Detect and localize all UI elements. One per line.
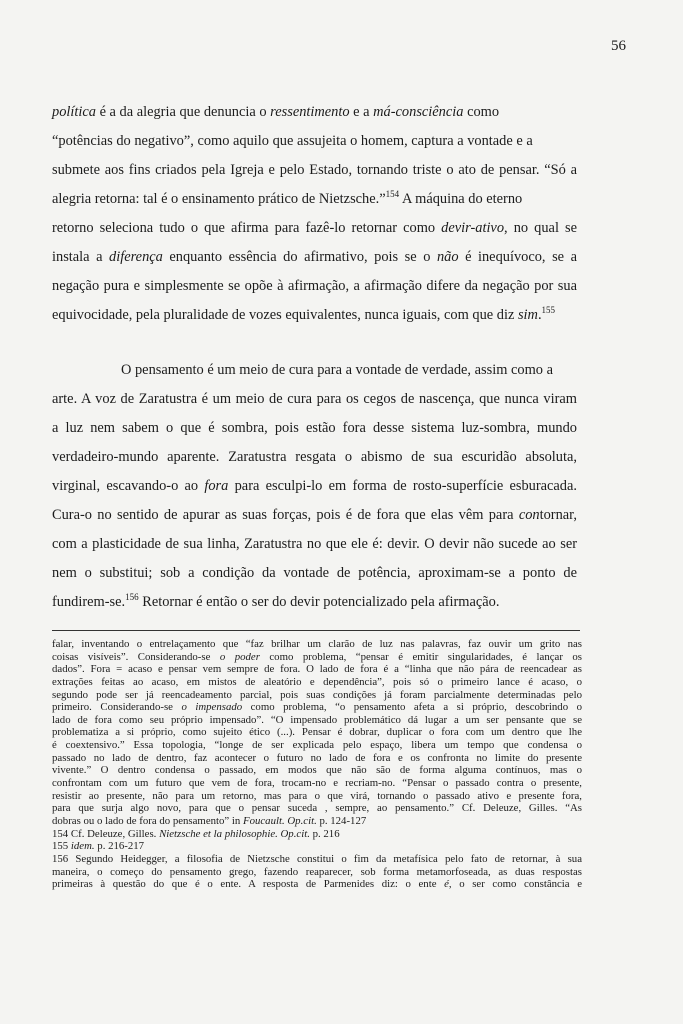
footnote-line: para que surja algo novo, para que o pensar suceda , sempre, ao pensamento.” Cf. Deleuze, Gilles. “As xyxy=(52,802,582,815)
footnote-line: vivente.” O dentro condensa o passado, em modos que não são de forma alguma contínuos, mas o xyxy=(52,764,582,777)
paragraph-2 xyxy=(52,356,577,617)
text-line: a luz nem sabem o que é sombra, pois estão fora desse sistema luz-sombra, mundo xyxy=(52,420,577,436)
footnote-continued xyxy=(52,638,582,828)
text-line: política é a da alegria que denuncia o ressentimento e a má-consciência como xyxy=(52,104,500,120)
text-line: Cura-o no sentido de apurar as suas forças, pois é de fora que elas vêm para contornar, xyxy=(52,507,577,523)
footnote-line: problematiza a si próprio, como sujeito ético (...). Pensar é dobrar, duplicar o fora com um dentro que lhe xyxy=(52,726,582,739)
text-line: instala a diferença enquanto essência do afirmativo, pois se o não é inequívoco, se a xyxy=(52,249,577,265)
text-line: arte. A voz de Zaratustra é um meio de cura para os cegos de nascença, que nunca viram xyxy=(52,391,577,407)
footnote-line: primeiras à questão do que é o ente. A resposta de Parmenides diz: o ente é, o ser como constância e xyxy=(52,878,582,891)
footnote-separator xyxy=(52,630,580,631)
footnote-line: segundo pode ser já reencadeamento parcial, pois suas condições já foram parcialmente determinadas pelo xyxy=(52,688,582,701)
text-line: nem o substitui; sob a condição da vontade de potência, aproximam-se a ponto de xyxy=(52,565,577,581)
text-line: equivocidade, pela pluralidade de vozes equivalentes, nunca iguais, com que diz sim.$^{155}$ xyxy=(52,305,556,323)
footnote-number: 155 xyxy=(52,840,71,853)
page-number: 56 xyxy=(611,38,626,54)
footnote-line: dados”. Fora = acaso e pensar vem sempre de fora. O lado de fora é a “linha que não pára de reencadear as xyxy=(52,663,582,676)
footnote-line xyxy=(52,840,582,853)
footnote-list xyxy=(52,828,582,891)
footnote-line: primeiro. Considerando-se o impensado como problema, “o pensamento afeta a si próprio, descobrindo o xyxy=(52,701,582,714)
text-line: retorno seleciona tudo o que afirma para fazê-lo retornar como devir-ativo, no qual se xyxy=(52,220,578,236)
text-line: fundirem-se.$^{156}$ Retornar é então o ser do devir potencializado pela afirmação. xyxy=(52,592,500,610)
text-line: virginal, escavando-o ao fora para esculpi-lo em forma de rosto-superfície esburacada. xyxy=(52,478,577,494)
text-line: “potências do negativo”, como aquilo que assujeita o homem, captura a vontade e a xyxy=(52,133,533,149)
paragraph-1 xyxy=(52,98,577,330)
footnote-number: 156 xyxy=(52,852,76,865)
footnote-text: Cf. Deleuze, Gilles. Nietzsche et la philosophie. Op.cit. p. 216 xyxy=(70,827,340,840)
footnote-line xyxy=(52,828,582,841)
footnote-line: confrontam com um futuro que vem de fora, trocam-no e recriam-no. “Pensar o passado contra o presente, xyxy=(52,777,582,790)
footnote-line xyxy=(52,853,582,866)
text-line: O pensamento é um meio de cura para a vontade de verdade, assim como a xyxy=(121,362,553,378)
footnote-line: é coextensivo.” Essa topologia, “longe de ser explicada pelo espaço, libera um tempo que condensa o xyxy=(52,739,582,752)
footnote-line: lado de fora como seu próprio impensado”. “O impensado problemático dá lugar a um ser pensante que se xyxy=(52,713,582,726)
text-line: negação pura e simplesmente se opõe à afirmação, a afirmação difere da negação por sua xyxy=(52,278,577,294)
text-line: verdadeiro-mundo aparente. Zaratustra resgata o abismo de sua escuridão absoluta, xyxy=(52,449,577,465)
footnote-line: coisas visíveis”. Considerando-se o poder como problema, “pensar é emitir singularidades, é lançar os xyxy=(52,650,582,663)
body-text xyxy=(52,98,577,617)
footnote-line: extrações feitas ao acaso, em mistos de aleatório e dependência”, pois só o primeiro lance é acaso, o xyxy=(52,675,582,688)
footnote-line: passado no lado de dentro, faz acontecer o futuro no lado de fora e os confronta no limite do presente xyxy=(52,751,582,764)
footnotes xyxy=(52,638,582,891)
footnote-line: resistir ao presente, não para um retorno, mas para o que virá, tornando o passado ativo e presente fora, xyxy=(52,789,582,802)
footnote-line: maneira, o começo do pensamento grego, fazendo reaparecer, sob forma metamorfoseada, as duas respostas xyxy=(52,865,582,878)
footnote-text: Segundo Heidegger, a filosofia de Nietzsche constitui o fim da metafísica pelo fato de retornar, à sua xyxy=(75,852,582,865)
footnote-line: falar, inventando o entrelaçamento que “faz brilhar um clarão de luz nas palavras, faz ouvir um grito nas xyxy=(52,638,582,650)
footnote-number: 154 xyxy=(52,827,71,840)
text-line: submete aos fins criados pela Igreja e pelo Estado, tornando triste o ato de pensar. “Só a xyxy=(52,162,577,178)
footnote-line: dobras ou o lado de fora do pensamento” in Foucault. Op.cit. p. 124-127 xyxy=(52,814,367,827)
text-line: alegria retorna: tal é o ensinamento prático de Nietzsche.”$^{154}$ A máquina do eterno xyxy=(52,189,523,207)
text-line: com a plasticidade de sua linha, Zaratustra no que ele é: devir. O devir não sucede ao ser xyxy=(52,536,577,552)
footnote-text: idem. p. 216-217 xyxy=(70,840,145,853)
